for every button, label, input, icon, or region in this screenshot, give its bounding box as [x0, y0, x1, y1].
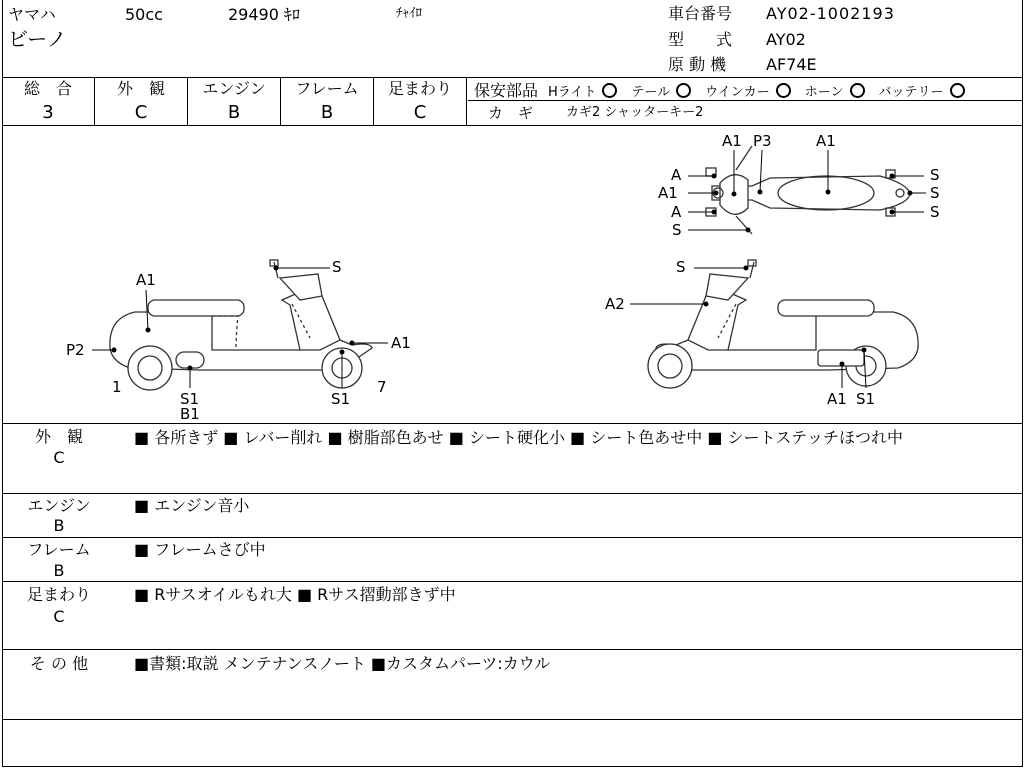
safety-item-tail: テール [631, 85, 671, 100]
label-a2: A2 [605, 295, 625, 313]
ok-circle-icon [776, 83, 791, 98]
color: ﾁｬｲﾛ [396, 6, 422, 21]
safety-item-horn: ホーン [804, 85, 844, 100]
label-7: 7 [377, 378, 387, 396]
note-grade-suspension: C [53, 607, 65, 626]
label-s1: S1 [180, 390, 200, 408]
model-name: ビーノ [8, 27, 67, 51]
label-a1: A1 [136, 271, 156, 289]
note-text-other: ■書類:取説 メンテナンスノート ■カスタムパーツ:カウル [134, 654, 551, 673]
safety-item-winker: ウインカー [705, 85, 770, 100]
note-grade-exterior: C [53, 448, 65, 467]
engine-label: 原 動 機 [668, 55, 727, 74]
type-label: 型 式 [668, 30, 733, 49]
label-a: A [671, 203, 682, 221]
label-a1: A1 [722, 132, 742, 150]
grade-label-frame: フレーム [295, 79, 359, 98]
label-s: S [676, 258, 686, 276]
safety-item-headlight: Hライト [548, 85, 597, 100]
scooter-right-view [648, 260, 918, 388]
chassis-label: 車台番号 [668, 4, 733, 23]
label-b1: B1 [180, 405, 200, 422]
divider [2, 493, 1022, 494]
ok-circle-icon [676, 83, 691, 98]
divider [2, 719, 1022, 720]
scooter-diagram [0, 126, 1024, 422]
note-grade-frame: B [53, 561, 65, 580]
label-p3: P3 [753, 132, 772, 150]
divider [466, 77, 467, 125]
divider [2, 537, 1022, 538]
grade-label-exterior: 外 観 [116, 79, 165, 98]
note-text-frame: ■ フレームさび中 [134, 540, 266, 559]
type-value: AY02 [766, 30, 806, 49]
divider [2, 77, 1022, 78]
note-text-engine: ■ エンジン音小 [134, 496, 250, 515]
label-s1: S1 [331, 390, 351, 408]
key-label: カ ギ [488, 104, 534, 122]
note-text-suspension: ■ Rサスオイルもれ大 ■ Rサス摺動部きず中 [134, 585, 456, 604]
grade-value-frame: B [320, 102, 334, 123]
grade-value-engine: B [227, 102, 241, 123]
displacement: 50cc [125, 5, 163, 24]
mileage: 29490 ｷﾛ [228, 5, 300, 24]
label-a1: A1 [391, 334, 411, 352]
grade-label-overall: 総 合 [23, 79, 72, 98]
key-value: カギ2 シャッターキー2 [566, 105, 704, 120]
label-s: S [332, 258, 342, 276]
label-p2: P2 [66, 341, 85, 359]
chassis-value: AY02-1002193 [766, 4, 895, 23]
label-s: S [930, 203, 940, 221]
divider [2, 649, 1022, 650]
label-s: S [930, 166, 940, 184]
label-s1: S1 [856, 390, 876, 408]
grade-value-overall: 3 [42, 102, 54, 123]
note-category-frame: フレーム [27, 540, 91, 559]
safety-parts-row [474, 81, 965, 101]
grade-value-exterior: C [134, 102, 148, 123]
safety-item-battery: バッテリー [878, 85, 944, 100]
label-a1: A1 [827, 390, 847, 408]
safety-label: 保安部品 [474, 81, 539, 100]
label-s: S [930, 184, 940, 202]
note-text-exterior: ■ 各所きず ■ レバー削れ ■ 樹脂部色あせ ■ シート硬化小 ■ シート色あせ中 ■ シートステッチほつれ中 [134, 428, 904, 447]
divider [2, 423, 1022, 424]
grade-label-suspension: 足まわり [387, 79, 452, 98]
ok-circle-icon [950, 83, 965, 98]
label-a1: A1 [816, 132, 836, 150]
label-a: A [671, 166, 682, 184]
note-grade-engine: B [53, 516, 65, 535]
label-a1: A1 [658, 184, 678, 202]
divider [2, 581, 1022, 582]
grade-label-engine: エンジン [202, 79, 266, 98]
note-category-engine: エンジン [27, 496, 91, 515]
grade-value-suspension: C [413, 102, 427, 123]
ok-circle-icon [602, 83, 617, 98]
engine-value: AF74E [766, 55, 817, 74]
ok-circle-icon [850, 83, 865, 98]
label-s: S [672, 221, 682, 239]
note-category-exterior: 外 観 [34, 427, 83, 446]
note-category-suspension: 足まわり [26, 585, 91, 604]
note-category-other: そ の 他 [29, 654, 89, 673]
label-1: 1 [112, 378, 122, 396]
maker: ヤマハ [8, 5, 56, 24]
scooter-top-view [706, 146, 910, 234]
